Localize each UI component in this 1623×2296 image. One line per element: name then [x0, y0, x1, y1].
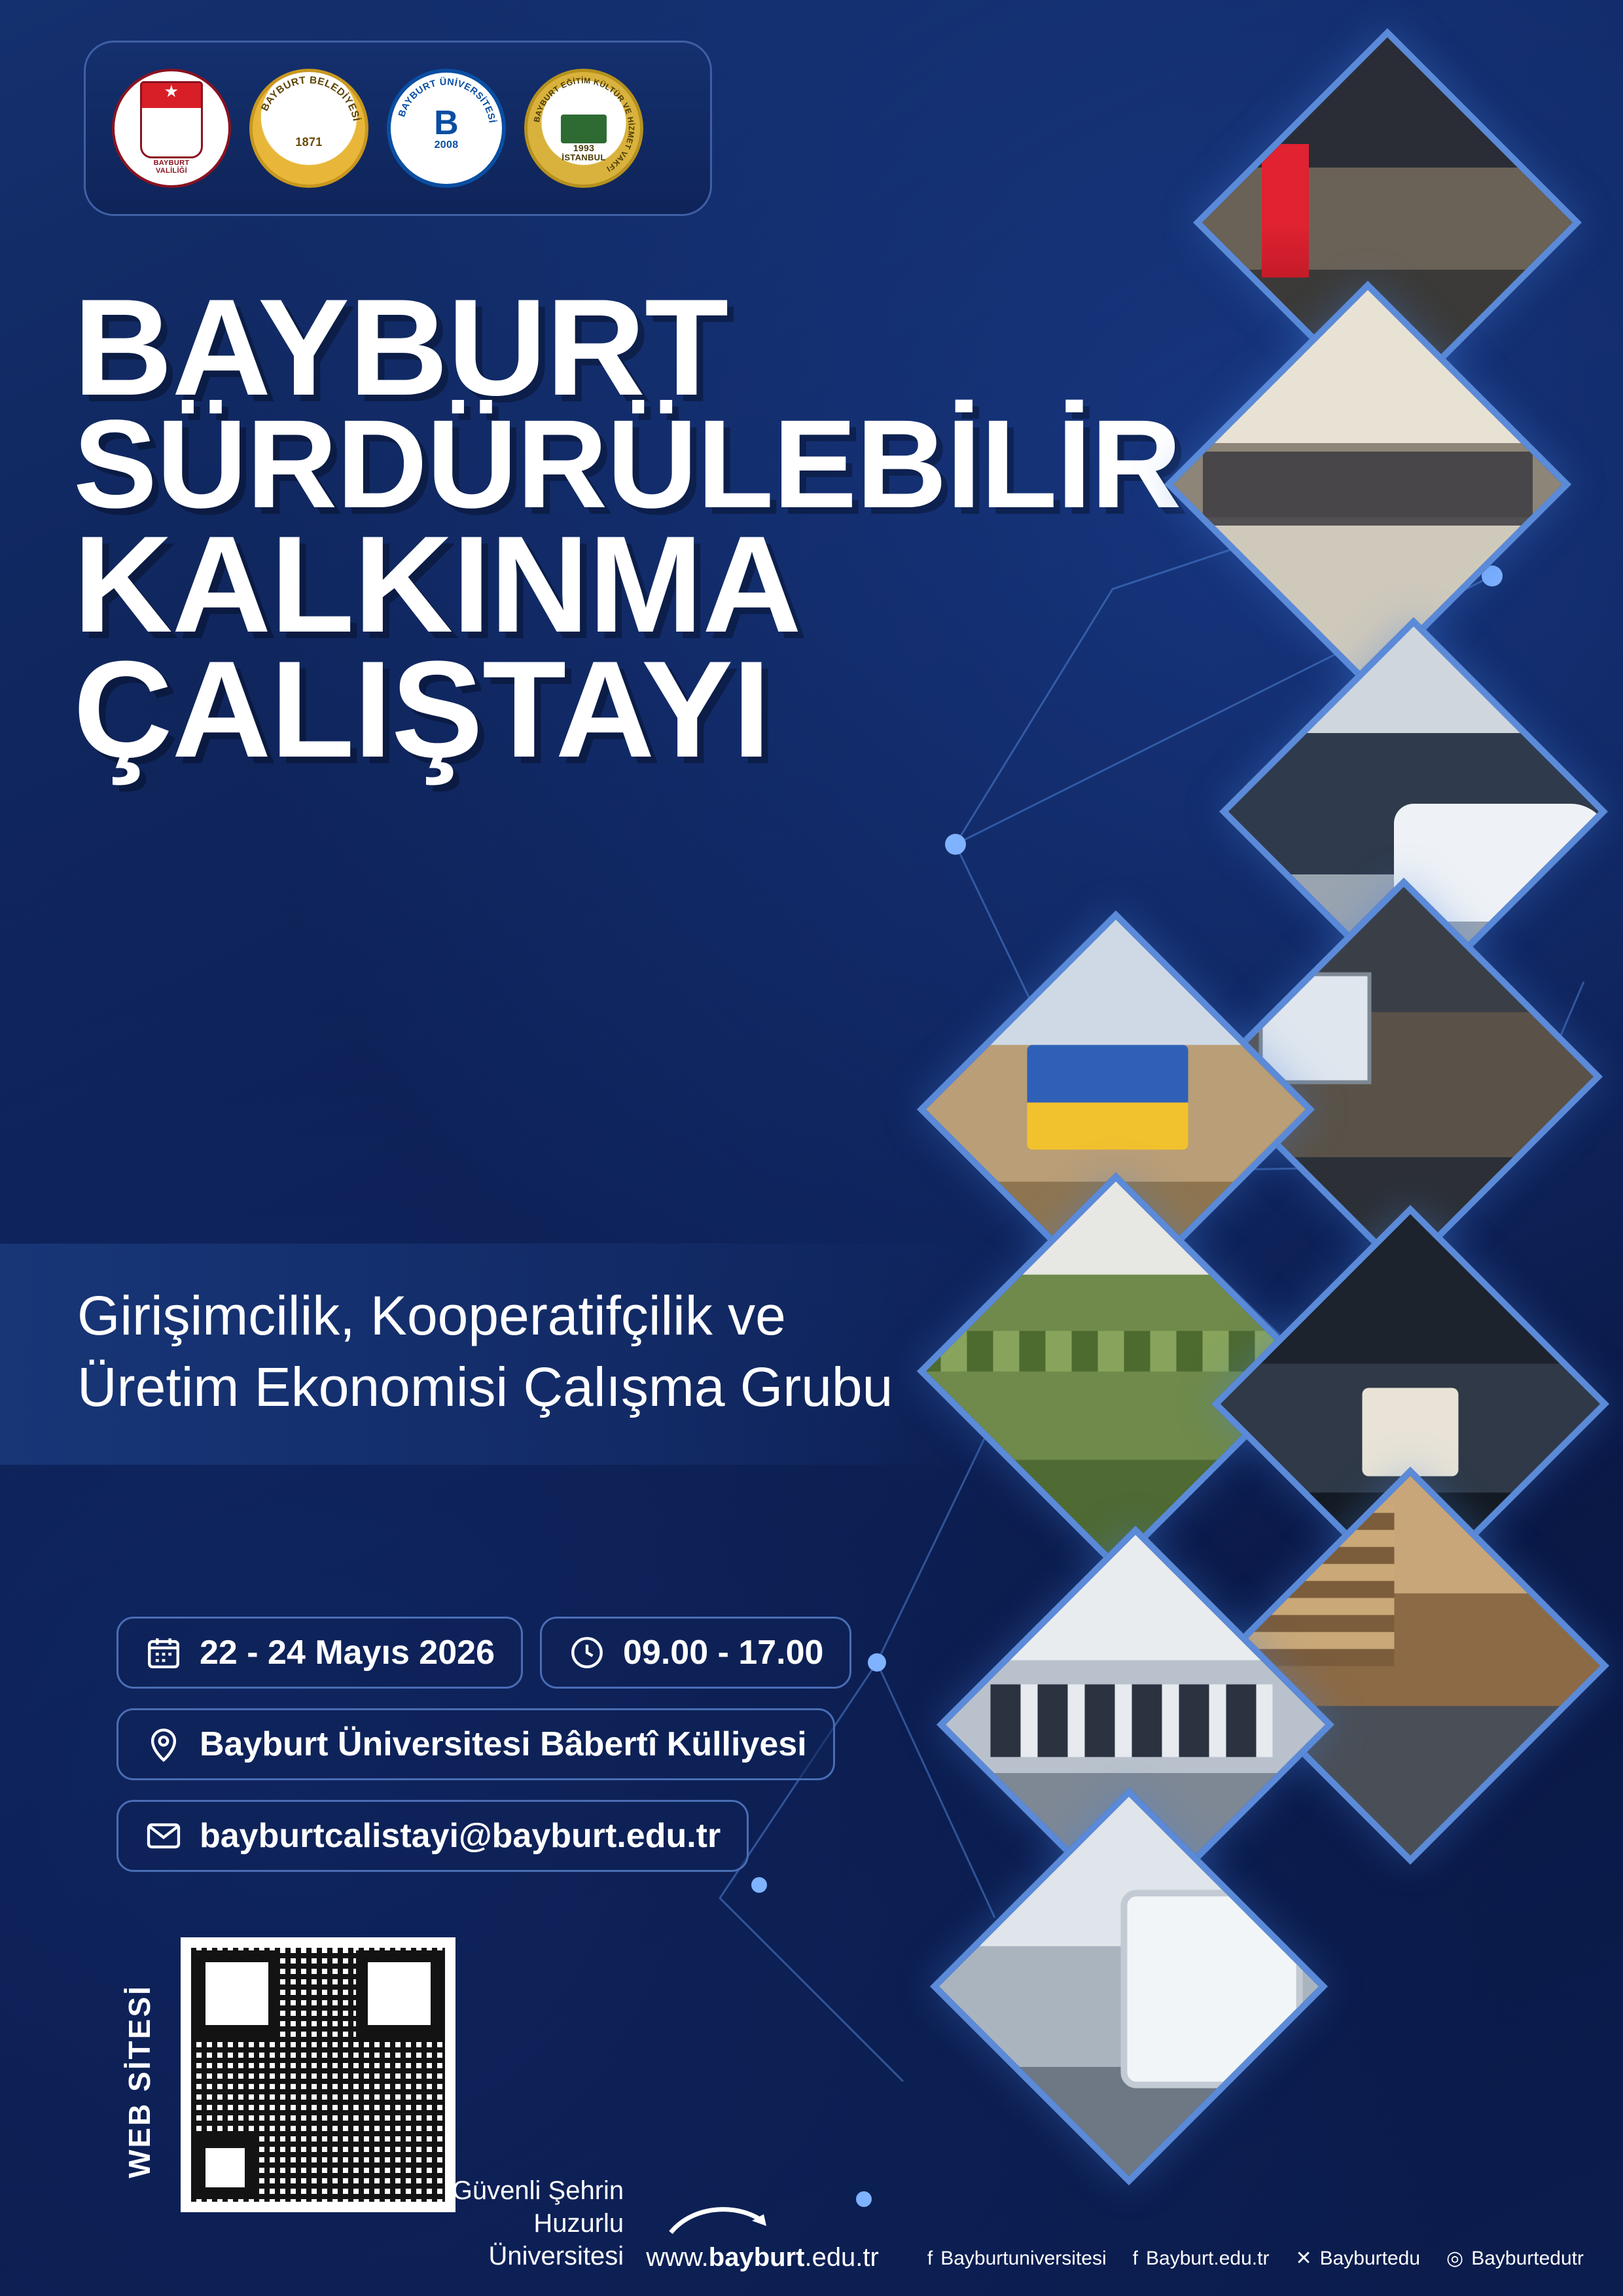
- svg-text:BAYBURT BELEDİYESİ: BAYBURT BELEDİYESİ: [259, 75, 362, 122]
- photo-toplanti: [1164, 281, 1571, 688]
- vakif-city: İSTANBUL: [562, 152, 606, 162]
- logo-bar: [84, 41, 712, 216]
- qr-label: WEB SİTESİ: [122, 1984, 156, 2178]
- svg-text:BAYBURT EĞİTİM KÜLTÜR VE HİZME: BAYBURT EĞİTİM KÜLTÜR VE HİZMET VAKFI: [531, 76, 636, 174]
- social-facebook-edu[interactable]: [1133, 2248, 1270, 2270]
- universite-mark: B: [434, 103, 459, 142]
- event-date-chip: [116, 1617, 523, 1689]
- footer-slogan-line2: Huzurlu Üniversitesi: [488, 2209, 624, 2270]
- headline-line-3: KALKINMA: [73, 507, 801, 661]
- headline-line-2: SÜRDÜRÜLEBİLİR: [73, 393, 1181, 535]
- social-links: [927, 2247, 1584, 2272]
- event-time-text: 09.00 - 17.00: [623, 1634, 824, 1672]
- envelope-icon: [145, 1817, 183, 1855]
- social-instagram[interactable]: [1446, 2247, 1584, 2270]
- footer-slogan-line1: Güvenli Şehrin: [452, 2176, 624, 2205]
- photo-collage: [825, 0, 1623, 2003]
- social-facebook-universitesi[interactable]: [927, 2248, 1107, 2270]
- belediye-year: 1871: [295, 135, 323, 149]
- belediye-ring-text: [253, 72, 365, 185]
- event-venue-chip: [116, 1708, 835, 1780]
- valilik-line1: BAYBURT: [153, 159, 190, 168]
- footer-website-url[interactable]: [646, 2215, 879, 2272]
- event-email-chip[interactable]: [116, 1800, 749, 1872]
- subtitle-text: Girişimcilik, Kooperatifçilik ve Üretim Ekonomisi Çalışma Grubu: [77, 1285, 893, 1418]
- headline-line-4: ÇALIŞTAYI: [73, 632, 770, 787]
- url-suffix: .edu.tr: [804, 2243, 879, 2272]
- vakif-year: 1993: [573, 142, 595, 153]
- bayburt-valiligi-logo: ★ BAYBURT VALİLİĞİ: [112, 69, 231, 188]
- url-bold: bayburt: [708, 2243, 805, 2272]
- social-handle: Bayburtuniversitesi: [940, 2247, 1107, 2269]
- headline-line-1: BAYBURT: [73, 270, 728, 424]
- footer: [452, 2174, 1584, 2272]
- facebook-icon: f: [927, 2247, 933, 2269]
- event-time-chip: [540, 1617, 851, 1689]
- valilik-line2: VALİLİĞİ: [155, 167, 188, 175]
- social-x-twitter[interactable]: [1295, 2247, 1420, 2270]
- photo-tomografi: [930, 1787, 1328, 2185]
- url-prefix: www.: [646, 2243, 709, 2272]
- footer-slogan: [452, 2174, 624, 2272]
- arrow-icon: [668, 2204, 773, 2240]
- social-handle: Bayburt.edu.tr: [1146, 2247, 1270, 2269]
- info-row-venue: [116, 1708, 851, 1780]
- event-venue-text: Bayburt Üniversitesi Bâbertî Külliyesi: [200, 1725, 807, 1763]
- info-row-email: [116, 1800, 851, 1872]
- social-handle: Bayburtedutr: [1471, 2247, 1584, 2269]
- bayburt-egitim-kultur-vakfi-logo: [524, 69, 643, 188]
- event-info: [116, 1617, 851, 1892]
- bayburt-universitesi-logo: [387, 69, 506, 188]
- clock-icon: [568, 1634, 606, 1672]
- x-twitter-icon: ✕: [1295, 2248, 1312, 2269]
- facebook-icon: f: [1132, 2247, 1138, 2269]
- calendar-icon: [145, 1634, 183, 1672]
- qr-code-icon[interactable]: [181, 1937, 455, 2212]
- event-date-text: 22 - 24 Mayıs 2026: [200, 1634, 495, 1672]
- website-qr-block[interactable]: [122, 1937, 455, 2212]
- svg-text:BAYBURT ÜNİVERSİTESİ: BAYBURT ÜNİVERSİTESİ: [397, 77, 497, 124]
- event-email-text: bayburtcalistayi@bayburt.edu.tr: [200, 1817, 721, 1855]
- universite-year: 2008: [434, 139, 459, 151]
- social-handle: Bayburtedu: [1319, 2247, 1421, 2269]
- location-pin-icon: [145, 1725, 183, 1763]
- instagram-icon: ◎: [1446, 2248, 1464, 2269]
- info-row-datetime: [116, 1617, 851, 1689]
- bayburt-belediyesi-logo: [249, 69, 368, 188]
